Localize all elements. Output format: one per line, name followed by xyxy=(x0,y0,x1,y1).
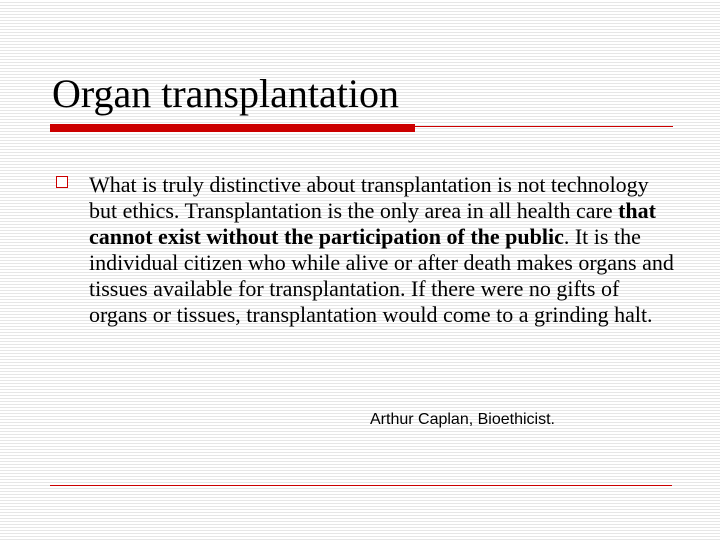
quote-paragraph xyxy=(89,172,679,328)
title-underline-thick xyxy=(50,124,415,132)
quote-attribution: Arthur Caplan, Bioethicist. xyxy=(370,411,555,428)
quote-text-bold: that cannot exist without the participation of the public xyxy=(89,198,656,249)
footer-divider xyxy=(50,485,672,486)
slide-title: Organ transplantation xyxy=(52,71,399,116)
title-underline-thin xyxy=(415,126,673,127)
quote-text-part2: . It is the individual citizen who while alive or after death makes organs and tissues available for transplantation. If there were no gifts of organs or tissues, transplantation would come to a grinding halt. xyxy=(89,224,674,327)
hollow-square-bullet-icon xyxy=(56,176,68,188)
quote-text-part1: What is truly distinctive about transplantation is not technology but ethics. Transplantation is the only area in all health care xyxy=(89,172,649,223)
